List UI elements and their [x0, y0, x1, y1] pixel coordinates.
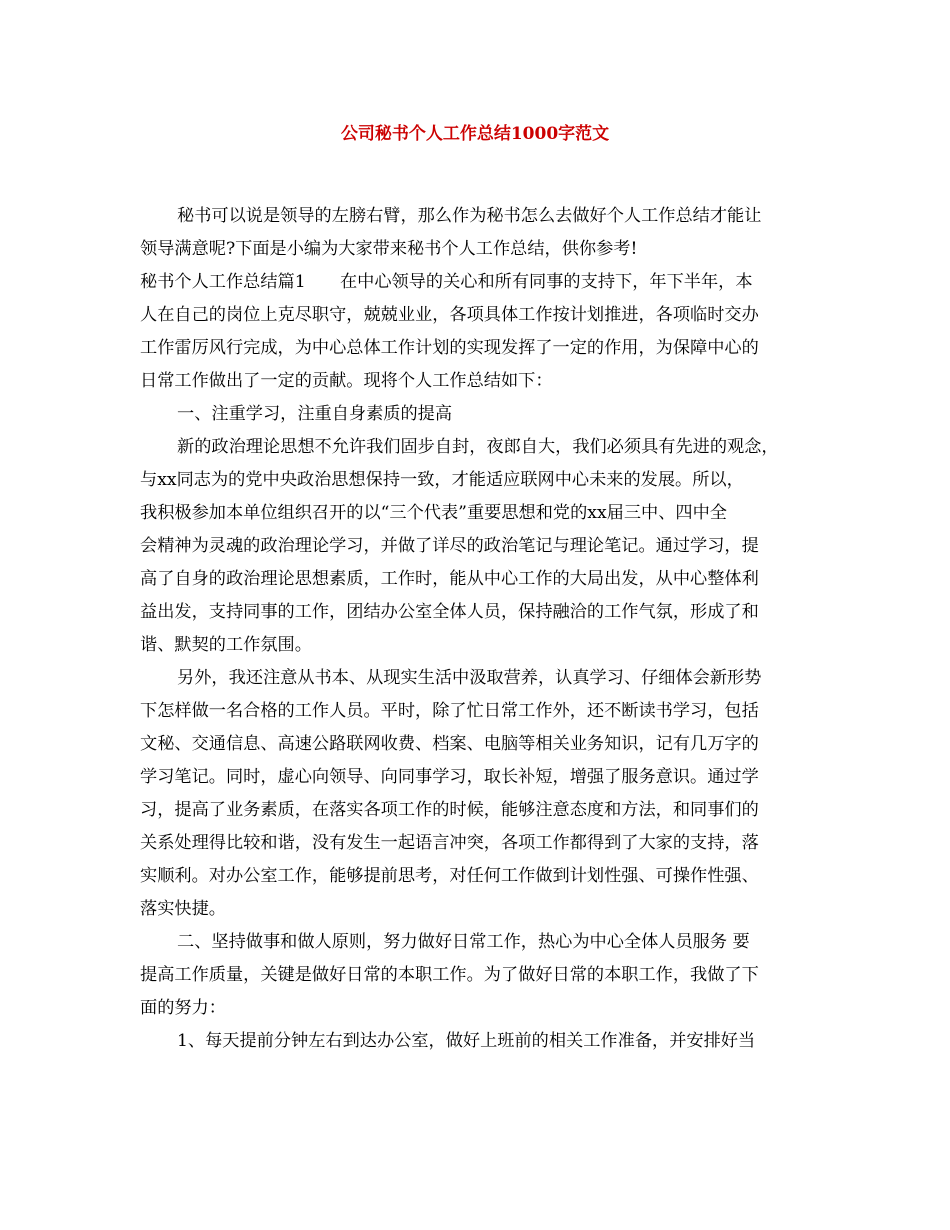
paragraph-line: 与xx同志为的党中央政治思想保持一致，才能适应联网中心未来的发展。所以， — [140, 470, 744, 490]
paragraph-line: 关系处理得比较和谐，没有发生一起语言冲突，各项工作都得到了大家的支持，落 — [140, 833, 759, 853]
section-heading: 一、注重学习，注重自身素质的提高 — [177, 404, 453, 424]
paragraph-line: 我积极参加本单位组织召开的以“三个代表”重要思想和党的xx届三中、四中全 — [140, 503, 727, 523]
paragraph-line: 人在自己的岗位上克尽职守，兢兢业业，各项具体工作按计划推进，各项临时交办 — [140, 305, 759, 325]
paragraph-line: 秘书可以说是领导的左膀右臂，那么作为秘书怎么去做好个人工作总结才能让 — [177, 206, 762, 226]
paragraph-line: 工作雷厉风行完成，为中心总体工作计划的实现发挥了一定的作用，为保障中心的 — [140, 338, 759, 358]
paragraph-line: 下怎样做一名合格的工作人员。平时，除了忙日常工作外，还不断读书学习，包括 — [140, 701, 759, 721]
paragraph-line: 1、每天提前分钟左右到达办公室，做好上班前的相关工作准备，并安排好当 — [177, 1031, 756, 1051]
paragraph-line: 面的努力： — [140, 998, 226, 1018]
section-heading: 二、坚持做事和做人原则，努力做好日常工作，热心为中心全体人员服务 要 — [177, 932, 750, 952]
paragraph-line: 学习笔记。同时，虚心向领导、向同事学习，取长补短，增强了服务意识。通过学 — [140, 767, 759, 787]
paragraph-line: 秘书个人工作总结篇1 在中心领导的关心和所有同事的支持下，年下半年，本 — [140, 272, 753, 292]
paragraph-line: 文秘、交通信息、高速公路联网收费、档案、电脑等相关业务知识，记有几万字的 — [140, 734, 759, 754]
paragraph-line: 高了自身的政治理论思想素质，工作时，能从中心工作的大局出发，从中心整体利 — [140, 569, 759, 589]
paragraph-line: 新的政治理论思想不允许我们固步自封，夜郎自大，我们必须具有先进的观念， — [177, 437, 779, 457]
paragraph-line: 日常工作做出了一定的贡献。现将个人工作总结如下： — [140, 371, 553, 391]
document-title: 公司秘书个人工作总结1000字范文 — [340, 124, 610, 144]
paragraph-line: 益出发，支持同事的工作，团结办公室全体人员，保持融洽的工作气氛，形成了和 — [140, 602, 759, 622]
paragraph-line: 提高工作质量，关键是做好日常的本职工作。为了做好日常的本职工作，我做了下 — [140, 965, 759, 985]
paragraph-line: 习，提高了业务素质，在落实各项工作的时候，能够注意态度和方法，和同事们的 — [140, 800, 759, 820]
paragraph-line: 另外，我还注意从书本、从现实生活中汲取营养，认真学习、仔细体会新形势 — [177, 668, 762, 688]
paragraph-line: 领导满意呢?下面是小编为大家带来秘书个人工作总结，供你参考! — [140, 239, 638, 259]
paragraph-line: 实顺利。对办公室工作，能够提前思考，对任何工作做到计划性强、可操作性强、 — [140, 866, 759, 886]
paragraph-line: 会精神为灵魂的政治理论学习，并做了详尽的政治笔记与理论笔记。通过学习，提 — [140, 536, 759, 556]
paragraph-line: 落实快捷。 — [140, 899, 226, 919]
paragraph-line: 谐、默契的工作氛围。 — [140, 635, 312, 655]
